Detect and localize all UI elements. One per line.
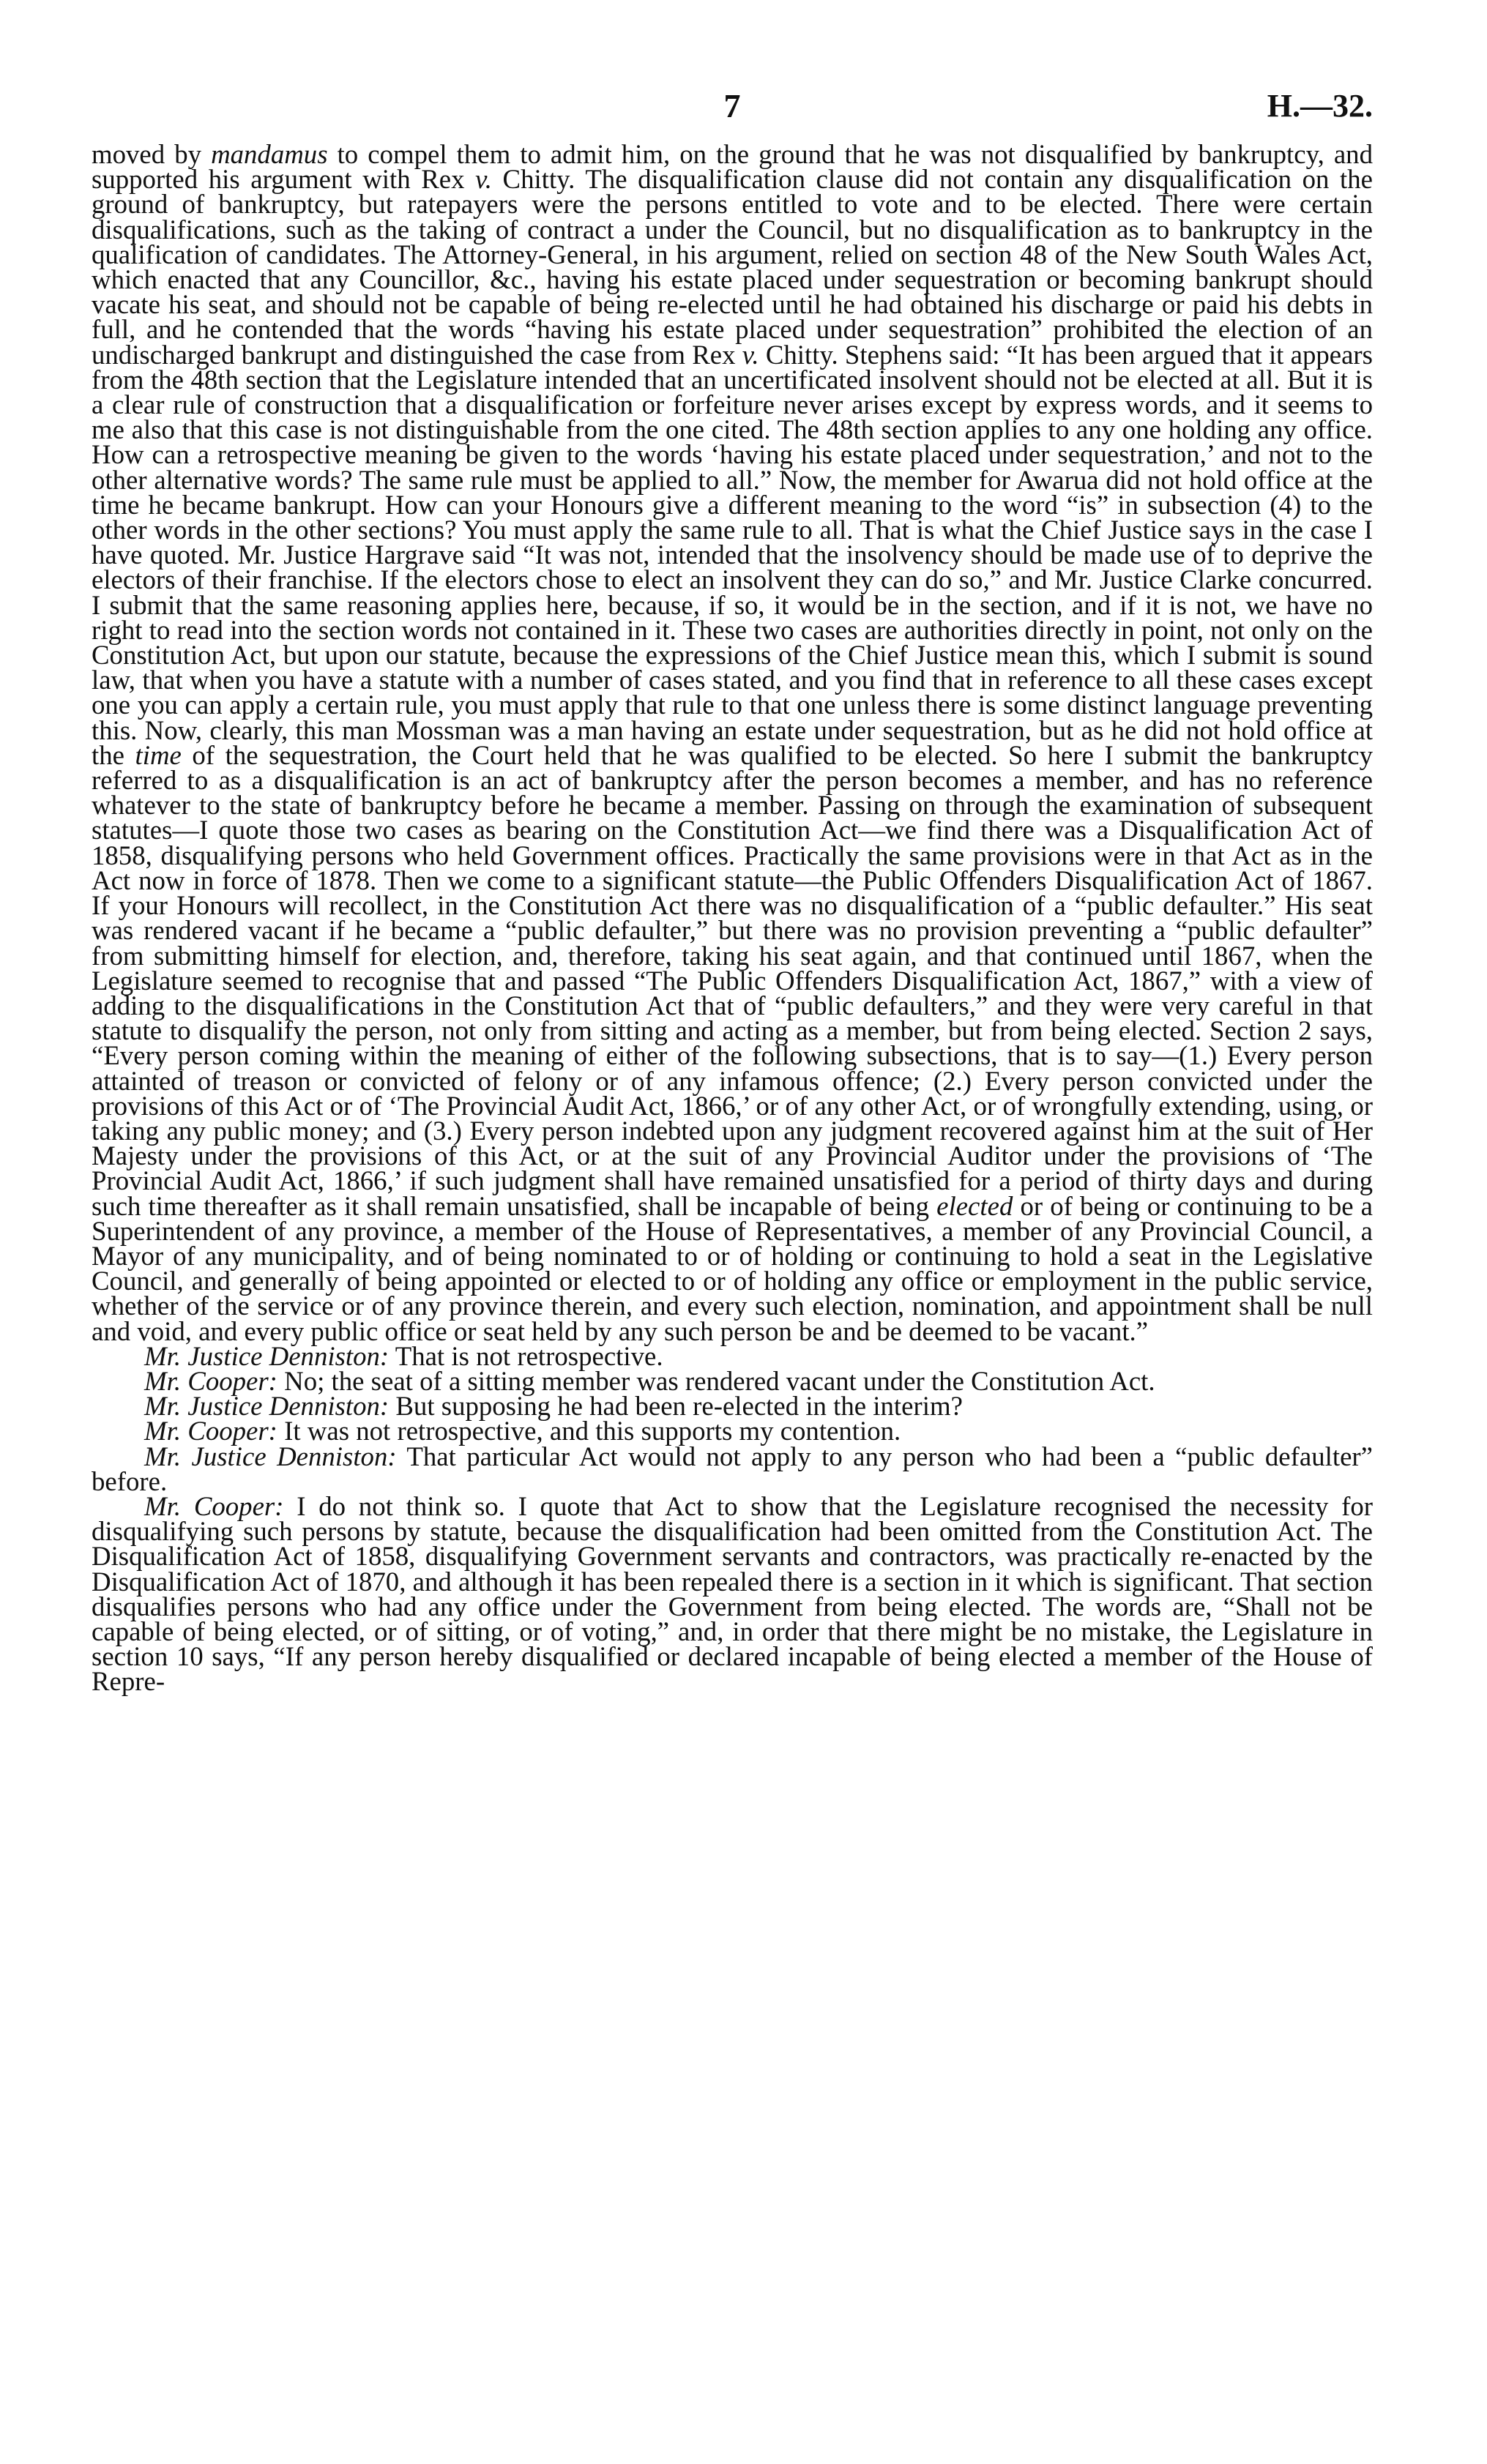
italic-text: elected: [936, 1190, 1013, 1221]
text-run: of the sequestration, the Court held that he was qualified to be elected. So here I submit the bankruptcy referred to as a disqualification is an act of bankruptcy after the person becomes a member, and has no reference whatever to the state of bankruptcy before he became a member. Passing on through the examination of subsequent statutes—I quote those two cases as bearing on the Constitution Act—we find there was a Disqualification Act of 1858, disqualifying persons who held Government offices. Practically the same provisions were in that Act as in the Act now in force of 1878. Then we come to a significant statute—the Public Offenders Disqualification Act of 1867. If your Honours will recollect, in the Constitution Act there was no disqualification of a “public defaulter.” His seat was rendered vacant if he became a “public defaulter,” but there was no provision preventing a “public defaulter” from submitting himself for election, and, therefore, taking his seat again, and that continued until 1867, when the Legislature seemed to recognise that and passed “The Public Offenders Disqualification Act, 1867,” with a view of adding to the disqualifications in the Constitution Act that of “public defaulters,” and they were very careful in that statute to disqualify the person, not only from sitting and acting as a member, but from being elected. Section 2 says, “Every person coming within the meaning of either of the following subsections, that is to say—(1.) Every person attainted of treason or convicted of felony or of any infamous offence; (2.) Every person convicted under the provisions of this Act or of ‘The Provincial Audit Act, 1866,’ or of any other Act, or of wrongfully extending, using, or taking any public money; and (3.) Every person indebted upon any judgment recovered against him at the suit of Her Majesty under the provisions of this Act, or at the suit of any Provincial Auditor under the provisions of ‘The Provincial Audit Act, 1866,’ if such judgment shall have remained unsatisfied for a period of thirty days and during such time thereafter as it shall remain unsatisfied, shall be incapable of being: [92, 739, 1373, 1221]
text-run: That is not retrospective.: [389, 1340, 663, 1371]
text-run: That particular Act would not apply to any person who had been a “public defaulter” before.: [92, 1441, 1373, 1496]
paragraph: [92, 1441, 1373, 1496]
text-run: No; the seat of a sitting member was rendered vacant under the Constitution Act.: [277, 1365, 1155, 1396]
italic-text: v.: [742, 339, 759, 370]
italic-text: Mr. Cooper:: [144, 1490, 284, 1521]
paper-reference: H.—32.: [1267, 88, 1373, 124]
italic-text: Mr. Cooper:: [144, 1365, 277, 1396]
text-run: or of being or continuing to be a Superintendent of any province, a member of the House of Representatives, a member of any Provincial Council, a Mayor of any municipality, and of being nominated to or of holding or continuing to hold a seat in the Legislative Council, and generally of being appointed or elected to or of holding any office or employment in the public service, whether of the service or of any province therein, and every such election, nomination, and appointment shall be null and void, and every public office or seat held by any such person be and be deemed to be vacant.”: [92, 1190, 1373, 1346]
italic-text: Mr. Justice Denniston:: [144, 1340, 390, 1371]
paragraph: [92, 1416, 1373, 1446]
page-header: [92, 89, 1373, 138]
text-run: But supposing he had been re-elected in the interim?: [389, 1391, 963, 1422]
italic-text: Mr. Justice Denniston:: [144, 1441, 397, 1471]
italic-text: Mr. Justice Denniston:: [144, 1391, 390, 1422]
text-run: Chitty. The disqualification clause did not contain any disqualification on the ground of bankruptcy, but ratepayers were the persons entitled to vote and to be elected. There were certain disqualifications, such as the taking of contract a under the Council, but no disqualification as to bankruptcy in the qualification of candidates. The Attorney-General, in his argument, relied on section 48 of the New South Wales Act, which enacted that any Councillor, &c., having his estate placed under sequestration or becoming bankrupt should vacate his seat, and should not be capable of being re-elected until he had obtained his discharge or paid his debts in full, and he contended that the words “having his estate placed under sequestration” prohibited the election of an undischarged bankrupt and distinguished the case from Rex: [92, 164, 1374, 370]
text-run: moved by: [92, 139, 212, 169]
italic-text: v.: [475, 164, 492, 195]
body-text: [92, 139, 1374, 1697]
text-run: Chitty. Stephens said: “It has been argued that it appears from the 48th section that the Legislature intended that an uncertificated insolvent should not be elected at all. But it is a clear rule of construction that a disqualification or forfeiture never arises except by express words, and it seems to me also that this case is not distinguishable from the one cited. The 48th section applies to any one holding any office. How can a retrospective meaning be given to the words ‘having his estate placed under sequestration,’ and not to the other alternative words? The same rule must be applied to all.” Now, the member for Awarua did not hold office at the time he became bankrupt. How can your Honours give a different meaning to the word “is” in subsection (4) to the other words in the other sections? You must apply the same rule to all. That is what the Chief Justice says in the case I have quoted. Mr. Justice Hargrave said “It was not, intended that the insolvency should be made use of to deprive the electors of their franchise. If the electors chose to elect an insolvent they can do so,” and Mr. Justice Clarke concurred. I submit that the same reasoning applies here, because, if so, it would be in the section, and if it is not, we have no right to read into the section words not contained in it. These two cases are authorities directly in point, not only on the Constitution Act, but upon our statute, because the expressions of the Chief Justice mean this, which I submit is sound law, that when you have a statute with a number of cases stated, and you find that in reference to all these cases except one you can apply a certain rule, you must apply that rule to that one unless there is some distinct language preventing this. Now, clearly, this man Mossman was a man having an estate under sequestration, but as he did not hold office at the: [92, 339, 1374, 770]
text-run: It was not retrospective, and this supports my contention.: [277, 1416, 901, 1446]
paragraph: [92, 1340, 1373, 1371]
italic-text: mandamus: [211, 139, 328, 169]
italic-text: time: [135, 739, 182, 770]
paragraph: [92, 139, 1374, 1346]
text-run: to compel them to admit him, on the ground that he was not disqualified by bankruptcy, and supported his argument with Rex: [92, 139, 1373, 195]
page-number: 7: [723, 87, 741, 124]
paragraph: [92, 1490, 1373, 1697]
italic-text: Mr. Cooper:: [144, 1416, 277, 1446]
paragraph: [92, 1391, 1373, 1422]
paragraph: [92, 1365, 1373, 1396]
text-run: I do not think so. I quote that Act to show that the Legislature recognised the necessity for disqualifying such persons by statute, because the disqualification had been omitted from the Constitution Act. The Disqualification Act of 1858, disqualifying Government servants and contractors, was practically re-enacted by the Disqualification Act of 1870, and although it has been repealed there is a section in it which is significant. That section disqualifies persons who had any office under the Government from being elected. The words are, “Shall not be capable of being elected, or of sitting, or of voting,” and, in order that there might be no mistake, the Legislature in section 10 says, “If any person hereby disqualified or declared incapable of being elected a member of the House of Repre-: [92, 1490, 1373, 1697]
